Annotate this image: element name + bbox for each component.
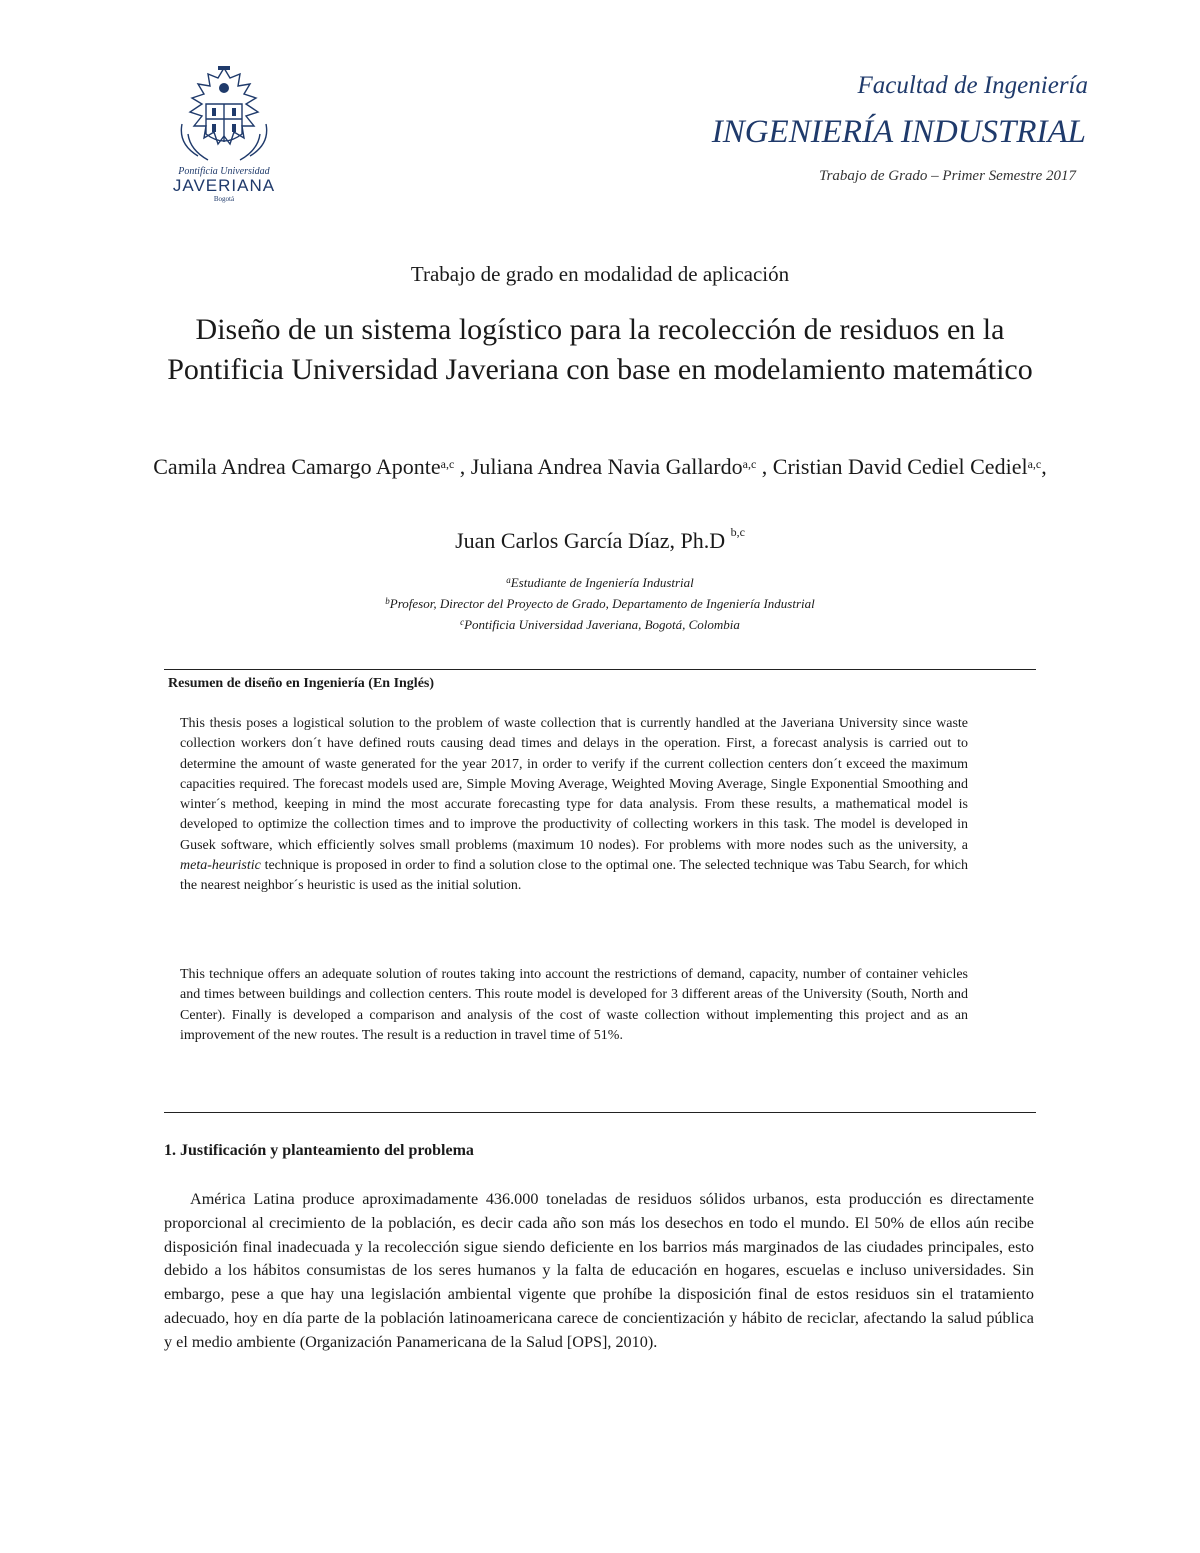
affiliation-mark: c <box>460 617 465 627</box>
section-paragraph: América Latina produce aproximadamente 436.000 toneladas de residuos sólidos urbanos, esta producción es directamente proporcional al crecimiento de la población, es decir cada año son más los desechos en todo el mundo. El 50% de ellos aún recibe disposición final inadecuada y la recolección sigue siendo deficiente en los barrios más marginados de las ciudades principales, esto debido a los hábitos consumistas de los seres humanos y la falta de educación en hogares, escuelas e incluso universidades. Sin embargo, pese a que hay una legislación ambiental vigente que prohíbe la disposición final de estos residuos sin el tratamiento adecuado, hoy en día parte de la población latinoamericana carece de concientización y hábito de reciclar, afectando la salud pública y el medio ambiente (Organización Panamericana de la Salud [OPS], 2010). <box>164 1190 1034 1351</box>
affiliation-text: Estudiante de Ingeniería Industrial <box>510 575 694 590</box>
abstract-text: technique is proposed in order to find a solution close to the optimal one. The selected technique was Tabu Search, for which the nearest neighbor´s heuristic is used as the initial solution. <box>180 858 968 894</box>
logo-line-2: JAVERIANA <box>172 176 276 195</box>
author-affiliation-mark: a,c <box>440 457 455 471</box>
paper-title: Diseño de un sistema logístico para la recolección de residuos en la Pontificia Universidad Javeriana con base en modelamiento matemático <box>167 313 1033 386</box>
abstract-top-rule <box>164 669 1036 670</box>
affiliation-mark: a <box>506 575 511 585</box>
advisor-name: Juan Carlos García Díaz, Ph.D <box>455 528 726 553</box>
affiliation-list <box>0 572 1200 635</box>
affiliation-mark: b <box>385 596 390 606</box>
logo-line-3: Bogotá <box>213 195 235 203</box>
modality-label: Trabajo de grado en modalidad de aplicación <box>410 262 790 286</box>
author-name: Camila Andrea Camargo Aponte <box>153 454 441 479</box>
author-affiliation-mark: a,c <box>742 457 757 471</box>
abstract-heading: Resumen de diseño en Ingeniería (En Inglés) <box>168 676 435 691</box>
abstract-emphasis: meta-heuristic <box>180 858 261 874</box>
author-name: Cristian David Cediel Cediel <box>772 454 1028 479</box>
affiliation-text: Profesor, Director del Proyecto de Grado, Departamento de Ingeniería Industrial <box>389 596 815 611</box>
author-affiliation-mark: a,c <box>1027 457 1042 471</box>
program-name: INGENIERÍA INDUSTRIAL <box>711 114 1086 150</box>
university-crest-icon <box>168 64 280 168</box>
affiliation-text: Pontificia Universidad Javeriana, Bogotá, Colombia <box>464 617 740 632</box>
author-list <box>150 452 1050 482</box>
section-heading: 1. Justificación y planteamiento del problema <box>164 1142 474 1159</box>
affiliation-item <box>0 593 1200 614</box>
author-separator: , <box>756 454 773 479</box>
abstract-text: This thesis poses a logistical solution to the problem of waste collection that is currently handled at the Javeriana University since waste collection workers don´t have defined routs causing dead times and delays in the operation. First, a forecast analysis is carried out to determine the amount of waste generated for the year 2017, in order to verify if the current collection centers don´t exceed the maximum capacities required. The forecast models used are, Simple Moving Average, Weighted Moving Average, Single Exponential Smoothing and winter´s method, keeping in mind the most accurate forecasting type for data analysis. From these results, a mathematical model is developed to optimize the collection times and to improve the productivity of collecting workers in this task. The model is developed in Gusek software, which efficiently solves small problems (maximum 10 nodes). For problems with more nodes such as the university, a <box>180 716 968 853</box>
affiliation-item <box>0 614 1200 635</box>
logo-wordmark <box>160 166 288 203</box>
author-name: Juliana Andrea Navia Gallardo <box>470 454 743 479</box>
abstract-bottom-rule <box>164 1112 1036 1113</box>
abstract-paragraph-2: This technique offers an adequate solution of routes taking into account the restrictions of demand, capacity, number of container vehicles and times between buildings and collection centers. This route model is developed for 3 different areas of the University (South, North and Center). Finally is developed a comparison and analysis of the cost of waste collection without implementing this project and as an improvement of the new routes. The result is a reduction in travel time of 51%. <box>180 967 968 1043</box>
advisor-affiliation-mark: b,c <box>730 525 745 539</box>
logo-line-1: Pontificia Universidad <box>178 166 270 177</box>
faculty-name: Facultad de Ingeniería <box>857 72 1088 99</box>
abstract-paragraph-1 <box>180 714 968 897</box>
semester-label: Trabajo de Grado – Primer Semestre 2017 <box>819 168 1076 184</box>
advisor <box>0 525 1200 554</box>
author-separator: , <box>1041 454 1047 479</box>
author-separator: , <box>454 454 471 479</box>
affiliation-item <box>0 572 1200 593</box>
